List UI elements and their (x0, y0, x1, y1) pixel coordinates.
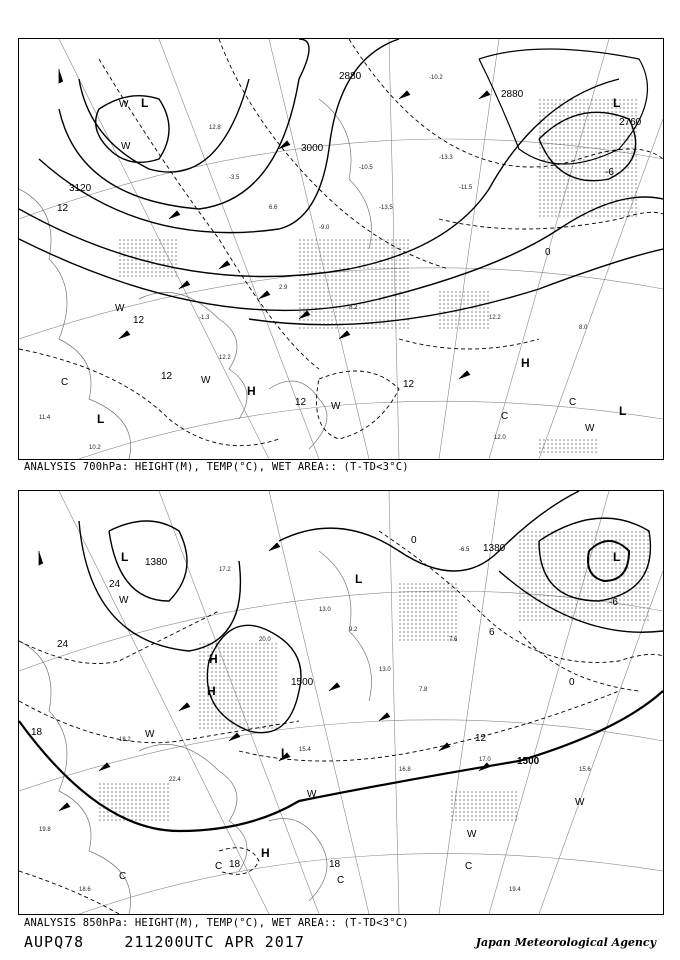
warm-symbol: W (115, 303, 125, 314)
svg-text:-13.3: -13.3 (439, 155, 453, 161)
svg-text:12.8: 12.8 (209, 125, 221, 131)
svg-text:-11.5: -11.5 (459, 185, 473, 191)
analysis-700hpa-map (18, 38, 664, 460)
temp-label: 12 (295, 397, 307, 408)
high-symbol: H (207, 684, 216, 698)
svg-text:15.6: 15.6 (579, 767, 591, 773)
svg-text:12.0: 12.0 (494, 435, 506, 441)
temp-label: -6 (609, 597, 618, 608)
wet-area-700 (119, 99, 639, 454)
warm-symbol: W (331, 401, 341, 412)
coastline-850 (19, 551, 372, 914)
warm-symbol: W (307, 789, 317, 800)
svg-text:18.2: 18.2 (119, 737, 131, 743)
temp-label: 12 (161, 371, 173, 382)
temp-label: 18 (329, 859, 341, 870)
svg-text:19.4: 19.4 (509, 887, 521, 893)
svg-text:11.4: 11.4 (39, 415, 51, 421)
low-symbol: L (619, 404, 627, 418)
caption-850hpa: ANALYSIS 850hPa: HEIGHT(M), TEMP(°C), WET AREA:: (T-TD<3°C) (24, 917, 409, 929)
svg-text:10.2: 10.2 (89, 445, 101, 451)
chart-id: AUPQ78 (24, 933, 85, 951)
cold-symbol: C (501, 411, 509, 422)
temp-label: 18 (31, 727, 43, 738)
height-label: 2880 (339, 71, 362, 82)
height-label: 3000 (301, 143, 324, 154)
svg-text:9.2: 9.2 (349, 627, 358, 633)
warm-symbol: W (585, 423, 595, 434)
temp-label: 12 (475, 733, 487, 744)
cold-symbol: C (119, 871, 127, 882)
temp-label: 18 (229, 859, 241, 870)
height-label: 1380 (145, 557, 168, 568)
svg-text:18.6: 18.6 (79, 887, 91, 893)
svg-text:-9.0: -9.0 (319, 225, 330, 231)
map-850hpa-svg (19, 491, 663, 914)
svg-text:22.4: 22.4 (169, 777, 181, 783)
temp-label: 0 (411, 535, 417, 546)
svg-text:8.0: 8.0 (579, 325, 588, 331)
svg-text:-10.5: -10.5 (359, 165, 373, 171)
svg-text:17.2: 17.2 (219, 567, 231, 573)
low-symbol: L (141, 96, 149, 110)
svg-text:15.4: 15.4 (299, 747, 311, 753)
svg-text:17.0: 17.0 (479, 757, 491, 763)
height-label: 1500 (517, 756, 540, 767)
temp-label: 12 (133, 315, 145, 326)
svg-text:8.2: 8.2 (349, 305, 358, 311)
height-label: 3120 (69, 183, 92, 194)
map-700hpa-svg (19, 39, 663, 459)
warm-symbol: W (575, 797, 585, 808)
svg-text:12.2: 12.2 (489, 315, 501, 321)
temp-label: 24 (57, 639, 69, 650)
chart-id-footer (24, 933, 305, 951)
warm-symbol: W (119, 99, 129, 110)
temp-label: 12 (57, 203, 69, 214)
svg-text:-10.2: -10.2 (429, 75, 443, 81)
svg-text:19.8: 19.8 (39, 827, 51, 833)
high-symbol: H (209, 652, 218, 666)
valid-time: 211200UTC APR 2017 (124, 933, 305, 951)
svg-text:-1.3: -1.3 (199, 315, 210, 321)
temp-label: 24 (109, 579, 121, 590)
svg-text:16.8: 16.8 (399, 767, 411, 773)
svg-text:2.9: 2.9 (279, 285, 288, 291)
warm-symbol: W (121, 141, 131, 152)
high-symbol: H (521, 356, 530, 370)
cold-symbol: C (61, 377, 69, 388)
high-symbol: H (247, 384, 256, 398)
svg-text:7.8: 7.8 (419, 687, 428, 693)
warm-symbol: W (201, 375, 211, 386)
height-label: 1500 (291, 677, 314, 688)
warm-symbol: W (145, 729, 155, 740)
wet-area-850 (99, 531, 649, 821)
cold-symbol: C (569, 397, 577, 408)
low-symbol: L (281, 746, 289, 760)
caption-700hpa: ANALYSIS 700hPa: HEIGHT(M), TEMP(°C), WET AREA:: (T-TD<3°C) (24, 461, 409, 473)
svg-text:7.6: 7.6 (449, 637, 458, 643)
cold-symbol: C (215, 861, 223, 872)
svg-text:13.0: 13.0 (379, 667, 391, 673)
svg-text:-6.5: -6.5 (459, 547, 470, 553)
agency-name: Japan Meteorological Agency (475, 936, 656, 949)
low-symbol: L (613, 550, 621, 564)
temp-label: 0 (569, 677, 575, 688)
low-symbol: L (97, 412, 105, 426)
low-symbol: L (613, 96, 621, 110)
svg-text:20.0: 20.0 (259, 637, 271, 643)
warm-symbol: W (467, 829, 477, 840)
wind-barbs-700 (59, 69, 490, 379)
temp-label: 12 (403, 379, 415, 390)
low-symbol: L (121, 550, 129, 564)
warm-symbol: W (119, 595, 129, 606)
height-label: 2760 (619, 117, 642, 128)
temp-label: 6 (489, 627, 495, 638)
low-symbol: L (355, 572, 363, 586)
cold-symbol: C (337, 875, 345, 886)
height-label: 2880 (501, 89, 524, 100)
svg-text:12.2: 12.2 (219, 355, 231, 361)
analysis-850hpa-map (18, 490, 664, 915)
svg-text:-13.5: -13.5 (379, 205, 393, 211)
temp-label: -6 (605, 167, 614, 178)
temp-label: 0 (545, 247, 551, 258)
height-label: 1380 (483, 543, 506, 554)
svg-text:-3.5: -3.5 (229, 175, 240, 181)
cold-symbol: C (465, 861, 473, 872)
high-symbol: H (261, 846, 270, 860)
svg-text:13.0: 13.0 (319, 607, 331, 613)
svg-text:6.6: 6.6 (269, 205, 278, 211)
